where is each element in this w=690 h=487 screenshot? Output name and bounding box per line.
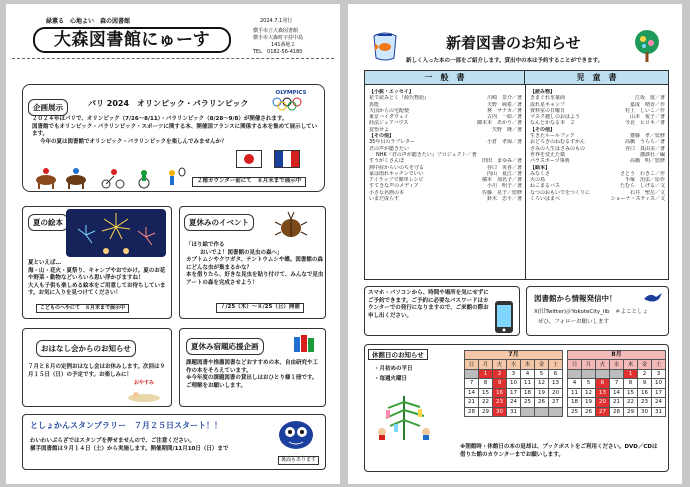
new-books-subtitle: 新しく入った本の一部をご紹介します。貸出中の本は予約することができます。 <box>406 58 604 64</box>
stamp-card-icon <box>276 418 316 452</box>
calendar-day-cell: 14 <box>610 388 624 398</box>
book-category: 【小説・エッセイ】 <box>369 89 414 95</box>
book-author: 今北 ヒロキ／著 <box>624 120 665 127</box>
calendar-day-cell: 28 <box>610 407 624 417</box>
homework-label: 夏休み宿題応援企画 <box>186 338 264 355</box>
calendar-day-cell: 6 <box>549 369 563 379</box>
calendar-day-cell: 12 <box>535 379 549 389</box>
calendar-day-cell: 3 <box>652 369 666 379</box>
stamp-rally-body <box>30 438 260 453</box>
book-title: いまだ成らず <box>369 196 400 203</box>
calendar-day-cell: 18 <box>568 398 582 408</box>
calendar-day-cell: 24 <box>652 398 666 408</box>
book-author: 田田 まゆみ／著 <box>481 158 522 165</box>
calendar-day-cell: 3 <box>507 369 521 379</box>
issue-date: 2024.7.1発行 <box>260 18 293 24</box>
august-calendar <box>567 350 666 417</box>
book-author: 橘本 加名子／著 <box>481 177 522 184</box>
calendar-day-cell: 21 <box>465 398 479 408</box>
july-calendar-grid <box>464 359 563 417</box>
book-author: 谷口 英喜／著 <box>486 164 522 171</box>
calendar-day-cell: 25 <box>521 398 535 408</box>
story-time-label: おはなし会からのお知らせ <box>36 340 136 357</box>
book-title: すてきな声のメディア <box>369 183 419 190</box>
book-author: さとう わきこ／作 <box>619 170 665 177</box>
book-author: 小倉 孝保／著 <box>486 139 522 146</box>
calendar-day-cell: 29 <box>624 407 638 417</box>
book-author: 天野 純希／著 <box>486 101 522 108</box>
calendar-week <box>568 398 666 408</box>
calendar-empty-cell <box>596 369 610 379</box>
sports-illustration <box>32 164 212 190</box>
children-books-table <box>529 89 666 202</box>
library-address <box>253 28 303 56</box>
calendar-day-cell: 4 <box>521 369 535 379</box>
book-title: なんとかなる本 ２ <box>530 120 576 127</box>
summer-books-label: 夏の絵本 <box>28 214 68 231</box>
calendar-week <box>568 407 666 417</box>
calendar-day-cell: 19 <box>582 398 596 408</box>
book-title: 家は雨れキッチンでいい <box>369 170 424 177</box>
book-title: さみの人生はさみのもの <box>530 145 586 152</box>
book-author: 御木本 あかり／著 <box>476 120 522 127</box>
book-author: 村上 しいこ／作 <box>624 107 665 114</box>
beetle-icon <box>274 211 308 239</box>
calendar-week <box>465 379 563 389</box>
children-books-column <box>529 89 666 202</box>
book-row <box>529 196 666 202</box>
book-author: 高橋 明／監修 <box>629 158 665 165</box>
book-author: 齋藤 孝／監修 <box>629 133 665 140</box>
calendar-day-cell: 9 <box>638 379 652 389</box>
weekday-header: 火 <box>596 360 610 370</box>
book-title: すうがくさんぽ <box>369 158 405 165</box>
online-reservation-text: スマホ・パソコンから、時間や場所を気にせずにご予約できます。ご予約に必要なパスワードはカウンターでの発行になりますので、ご来館の際お申し出ください。 <box>368 290 489 319</box>
calendar-week <box>465 388 563 398</box>
calendar-day-cell: 5 <box>535 369 549 379</box>
calendar-day-cell: 8 <box>624 379 638 389</box>
calendar-week <box>465 407 563 417</box>
exhibit-title: パリ 2024 オリンピック・パラリンピック <box>88 99 249 108</box>
book-title: 流れ星キャンプ <box>530 101 566 108</box>
closed-rule: ・月初めの平日 <box>374 366 413 372</box>
book-author: 講談社／編 <box>639 151 665 158</box>
calendar-week <box>568 388 666 398</box>
tennis-icon <box>169 168 185 185</box>
newsletter-title: 大森図書館にゅーす <box>53 30 211 50</box>
equestrian-icon <box>66 168 86 189</box>
equestrian-icon <box>36 168 56 189</box>
book-row <box>368 196 523 202</box>
calendar-week <box>465 369 563 379</box>
summer-event-text: カブトムシやクワガタ、テントウムシや蝶。図書館の森にどんな虫が集まるかな？ <box>186 257 323 271</box>
book-title: 異能 <box>369 101 380 108</box>
calendar-day-cell: 21 <box>610 398 624 408</box>
book-author: 古内 一絵／著 <box>486 114 522 121</box>
summer-event-body <box>186 242 324 288</box>
july-calendar <box>464 350 563 417</box>
weekday-header: 月 <box>479 360 493 370</box>
closed-days-title: 休館日のお知らせ <box>368 349 428 360</box>
exhibit-text: 図書館でもオリンピック・パラリンピック・スポーツに関する本、開催国フランスに関係する本を集めて展示しています。 <box>32 123 318 138</box>
book-title: ねこまるバス <box>530 183 561 190</box>
book-category: 【読み物】 <box>530 89 556 95</box>
july-month-label: 7月 <box>464 350 563 359</box>
summer-event-label: 夏休みのイベント <box>184 214 254 231</box>
summer-event-text: 「ほり絵で作る <box>186 242 225 248</box>
closed-day-cell: 2 <box>493 369 507 379</box>
august-calendar-grid <box>567 359 666 417</box>
closed-day-cell: 30 <box>493 407 507 417</box>
closed-day-cell: 20 <box>596 398 610 408</box>
book-title: マスク越しのおはよう <box>530 114 581 121</box>
august-month-label: 8月 <box>567 350 666 359</box>
book-author: 鈴木 忠平／著 <box>486 196 522 203</box>
book-author: 嘉成 晴香／作 <box>629 101 665 108</box>
weekday-header: 木 <box>624 360 638 370</box>
book-title: 35年目のラブレター <box>369 139 415 146</box>
book-author: 谷口 真由美／著 <box>624 145 665 152</box>
calendar-day-cell: 11 <box>568 388 582 398</box>
sns-account: X(旧Twitter)＠YokoteCity_lib ＃よことしょ <box>534 309 648 315</box>
closed-day-cell: 23 <box>493 398 507 408</box>
general-books-column <box>368 89 523 202</box>
calendar-day-cell: 7 <box>465 379 479 389</box>
cycling-icon <box>102 169 124 188</box>
calendar-week <box>568 379 666 389</box>
stamp-rally-title: としょかんスタンプラリー ７月２５日スタート！！ <box>30 421 222 430</box>
newsletter-title-frame <box>33 27 231 53</box>
book-title: 花で読みとく『源氏物語』 <box>369 95 430 102</box>
calendar-day-cell: 15 <box>624 388 638 398</box>
calendar-day-cell: 31 <box>652 407 666 417</box>
books-icon <box>292 333 318 353</box>
sns-title: 図書館から情報発信中！ <box>534 294 617 303</box>
fireworks-illustration <box>66 209 166 257</box>
book-title: 小さな名画の本 <box>369 189 405 196</box>
calendar-empty-cell <box>568 369 582 379</box>
france-flag-icon <box>274 150 300 168</box>
tanabata-illustration <box>374 394 438 440</box>
calendar-day-cell: 11 <box>521 379 535 389</box>
fan-icon <box>630 28 664 62</box>
weekday-header: 木 <box>521 360 535 370</box>
olympic-rings-icon <box>268 90 314 112</box>
calendar-day-cell: 25 <box>568 407 582 417</box>
story-time-body: ７月と８月の定例おはなし会はお休みします。次回は９月１５日（日）の予定です。お楽しみに！ <box>28 364 166 378</box>
japan-flag-icon <box>236 150 262 168</box>
book-author: 矢野 隆／著 <box>491 126 522 133</box>
book-title: 天国からの宅配便 <box>369 107 410 114</box>
header-divider <box>12 58 334 59</box>
weekday-header: 金 <box>535 360 549 370</box>
stamp-rally-text: わいわいぷらざではスタンプを押せませんので、ご注意ください。 <box>30 438 195 444</box>
exhibit-text: ２０２４年はパリで、オリンピック（7/26～8/11）・パラリンピック（8/28～9/8）が開催されます。 <box>32 116 288 122</box>
closed-day-cell: 1 <box>624 369 638 379</box>
closed-day-cell: 6 <box>596 379 610 389</box>
book-author: 小川 明子／著 <box>486 183 522 190</box>
closed-day-cell: 1 <box>479 369 493 379</box>
calendar-day-cell: 2 <box>638 369 652 379</box>
calendar-day-cell: 29 <box>479 407 493 417</box>
calendar-day-cell: 17 <box>507 388 521 398</box>
calendar-empty-cell <box>582 369 596 379</box>
weekday-header: 水 <box>507 360 521 370</box>
slogan: 緑薫る 心地よい 森の図書館 <box>46 18 131 25</box>
summer-event-text: おいでよ！図書館の見虫の森へ」 <box>200 249 283 256</box>
weekday-header: 金 <box>638 360 652 370</box>
book-title: アイラップで簡単レシピ <box>369 177 424 184</box>
sleeping-illustration <box>124 380 164 400</box>
book-list <box>364 70 669 280</box>
summer-event-text: 本を借りたら、好きな見虫を貼り付けて、みんなで見虫アートの森を完成させよう！ <box>186 272 324 286</box>
calendar-empty-cell <box>610 369 624 379</box>
summer-books-notice: こどものへやにて ８月末まで展示中 <box>36 304 129 313</box>
book-title: 経法ジェアハウス <box>369 120 409 127</box>
calendar-day-cell: 12 <box>582 388 596 398</box>
closed-days-note: ※閉館時・休館日の本の返却は、ブックポストをご利用ください。DVD／CDは借りた館のカウンターまでお願いします。 <box>460 444 658 458</box>
closed-day-cell: 27 <box>596 407 610 417</box>
closed-day-cell: 13 <box>596 388 610 398</box>
book-title: 君の声が聴きたい <box>369 145 410 152</box>
exhibit-notice: ２階カウンター前にて ８月末まで展示中 <box>192 177 306 187</box>
book-title: きまぐれ氷菓商 <box>530 95 566 102</box>
weekday-header: 月 <box>582 360 596 370</box>
calendar-day-cell: 27 <box>549 398 563 408</box>
tel-label: TEL <box>253 49 262 55</box>
weekday-header: 土 <box>652 360 666 370</box>
olympics-wordmark: OLYMPICS <box>275 90 307 96</box>
book-title: みなくさ <box>530 170 551 177</box>
book-title: 覚悟せよ <box>369 126 390 133</box>
column-divider <box>525 85 526 279</box>
calendar-day-cell: 16 <box>638 388 652 398</box>
calendar-empty-cell <box>549 407 563 417</box>
book-author: 手塚 治虫／原作 <box>624 177 665 184</box>
address-line: 141番地２ <box>271 42 296 48</box>
calendar-day-cell: 10 <box>652 379 666 389</box>
bird-icon <box>642 290 664 304</box>
calendar-day-cell: 26 <box>582 407 596 417</box>
calendar-empty-cell <box>465 369 479 379</box>
calendar-day-cell: 26 <box>535 398 549 408</box>
summer-books-text: 大人も子供も楽しめる絵本をご用意してお待ちしています。お気に入りを見つけてください！ <box>28 282 166 297</box>
book-title: 資料室の日曜日 <box>530 107 566 114</box>
calendar-day-cell: 17 <box>652 388 666 398</box>
book-author: 内山 夏江／著 <box>486 170 522 177</box>
sns-follow-text: ぜひ、フォローお願いします <box>538 319 610 325</box>
calendar-day-cell: 7 <box>610 379 624 389</box>
summer-books-text: 海・山・花火・夏祭り、キャンプやおでかけ。夏のお花や野菜・動物などいろいろ思い浮かびますね！ <box>28 267 166 282</box>
address-line: 横手市大森町字持中島 <box>253 35 304 41</box>
calendar-day-cell: 10 <box>507 379 521 389</box>
left-page <box>6 4 340 484</box>
calendar-empty-cell <box>521 407 535 417</box>
tel-number: 0182-56-4180 <box>267 49 303 55</box>
new-books-title: 新着図書のお知らせ <box>446 34 581 52</box>
book-category: 【その他】 <box>369 133 395 140</box>
calendar-day-cell: 8 <box>479 379 493 389</box>
book-author: ショーナ・スティス／文 <box>610 196 665 203</box>
book-author: 山本 悦子／著 <box>629 114 665 121</box>
homework-text: ※今年度の課題図書の貸出しはおひとり様１冊です。ご理解をお願いします。 <box>186 375 318 389</box>
calendar-day-cell: 23 <box>638 398 652 408</box>
book-title: 東京ハイダウェイ <box>369 114 409 121</box>
book-title: パラスポーツ事典 <box>530 158 570 165</box>
calendar-week <box>465 398 563 408</box>
book-title: くろいはまべ <box>530 196 561 203</box>
calendar-day-cell: 15 <box>479 388 493 398</box>
closed-day-cell: 16 <box>493 388 507 398</box>
calendar-day-cell: 22 <box>624 398 638 408</box>
book-author: 川崎 景介／著 <box>486 95 522 102</box>
general-books-table <box>368 89 523 202</box>
calendar-day-cell: 19 <box>535 388 549 398</box>
calendar-day-cell: 14 <box>465 388 479 398</box>
book-title: 火の鳥 <box>530 177 546 184</box>
book-title: NHK『君の声が聴きたい』プロジェクト／著 <box>376 151 477 158</box>
address-line: 横手市立大森図書館 <box>253 28 299 34</box>
calendar-day-cell: 22 <box>479 398 493 408</box>
calendar-day-cell: 30 <box>638 407 652 417</box>
book-author: たむら しげる／文 <box>619 183 665 190</box>
summer-event-notice: ７/25（木）～８/25（日）開催 <box>216 303 304 313</box>
back-page-note: 裏面もあります <box>278 456 319 465</box>
book-title: なつのおもいでをつくりに <box>530 189 591 196</box>
weekday-header: 火 <box>493 360 507 370</box>
calendar-day-cell: 5 <box>582 379 596 389</box>
right-page <box>348 4 682 484</box>
general-books-header: 一 般 書 <box>365 71 525 85</box>
book-title: 世界を変えた薬 <box>530 151 566 158</box>
book-category: 【その他】 <box>530 126 556 133</box>
sleep-sign: おやすみ <box>133 380 154 386</box>
summer-books-text: 夏といえば… <box>28 260 62 266</box>
closed-day-cell: 9 <box>493 379 507 389</box>
calendar-day-cell: 24 <box>507 398 521 408</box>
book-author: 江坂 遊／著 <box>634 95 665 102</box>
book-author: 石井 聖岳／文 <box>629 189 665 196</box>
weekday-header: 日 <box>465 360 479 370</box>
book-title: 熱中症からいのちを守る <box>369 164 425 171</box>
book-title: 生きたルールブック <box>530 133 575 140</box>
fish-bag-icon <box>368 30 402 62</box>
weekday-header: 土 <box>549 360 563 370</box>
closed-rule: ・毎週火曜日 <box>374 376 408 382</box>
calendar-day-cell: 20 <box>549 388 563 398</box>
stamp-rally-text: 横手図書館は９月１４日（土）から実施します。開催期間/11月10日（日）まで <box>30 445 229 452</box>
weekday-header: 水 <box>610 360 624 370</box>
book-author: 佐藤 晃子／監修 <box>481 189 522 196</box>
book-author: 柊 サナカ／著 <box>487 107 522 114</box>
book-author: 高橋 うらら／著 <box>624 139 665 146</box>
weekday-header: 日 <box>568 360 582 370</box>
homework-body <box>186 360 322 390</box>
children-books-header: 児 童 書 <box>525 71 668 85</box>
calendar-week <box>568 369 666 379</box>
book-category: 【絵本】 <box>530 164 551 171</box>
calendar-day-cell: 28 <box>465 407 479 417</box>
calendar-day-cell: 4 <box>568 379 582 389</box>
smartphone-icon <box>492 300 516 334</box>
calendar-empty-cell <box>535 407 549 417</box>
calendar-day-cell: 18 <box>521 388 535 398</box>
exhibit-text: 今年の夏は図書館でオリンピック・パラリンピックを楽しんでみませんか？ <box>40 138 227 145</box>
exhibit-body <box>32 116 318 146</box>
wheelchair-icon <box>139 170 149 188</box>
summer-books-body <box>28 260 168 298</box>
book-title: おどろきのねむるずかん <box>530 139 586 146</box>
calendar-day-cell: 13 <box>549 379 563 389</box>
homework-text: 課題図書や推薦図書などおすすめの本、自由研究や工作の本をそろえています。 <box>186 360 319 374</box>
exhibit-label: 企画展示 <box>28 99 68 116</box>
calendar-day-cell: 31 <box>507 407 521 417</box>
